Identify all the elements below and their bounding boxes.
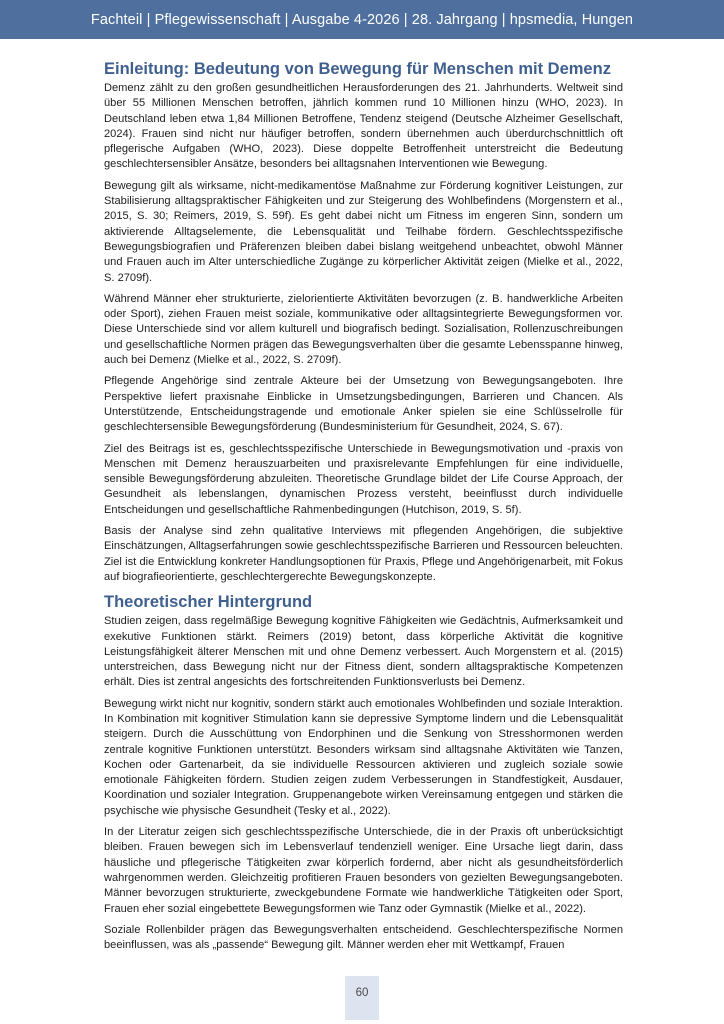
- paragraph: Soziale Rollenbilder prägen das Bewegungsverhalten entscheidend. Geschlechterspezifische Normen beeinflussen, was als „passende“ Bewegung gilt. Männer werden eher mit Wettkampf, Frauen: [104, 923, 623, 952]
- page-number-box: [345, 976, 379, 1020]
- section-heading-introduction: Einleitung: Bedeutung von Bewegung für Menschen mit Demenz: [104, 60, 611, 78]
- paragraph: Bewegung gilt als wirksame, nicht-medikamentöse Maßnahme zur Förderung kognitiver Leistungen, zur Stabilisierung alltagspraktischer Fähigkeiten und zur Steigerung des Wohlbefindens (Morgenstern et al., 2015, S. 30; Reimers, 2019, S. 59f). Es geht dabei nicht um Fitness im engeren Sinn, sondern um aktivierende Alltagselemente, die Lebensqualität und Teilhabe fördern. Geschlechtsspezifische Bewegungsbiografien und Präferenzen bleiben dabei bislang weitgehend unbeachtet, obwohl Männer und Frauen auch im Alter unterschiedliche Zugänge zu körperlicher Aktivität zeigen (Mielke et al., 2022, S. 2709f).: [104, 179, 623, 284]
- paragraph: In der Literatur zeigen sich geschlechtsspezifische Unterschiede, die in der Praxis oft unberücksichtigt bleiben. Frauen bewegen sich im Lebensverlauf tendenziell weniger. Eine Ursache liegt darin, dass häusliche und pflegerische Tätigkeiten zwar körperlich fordernd, aber nicht als gesundheitsförderlich wahrgenommen werden. Gleichzeitig profitieren Frauen besonders von gezielten Bewegungsangeboten. Männer bevorzugen strukturierte, zweckgebundene Formate wie handwerkliche Tätigkeiten oder Sport, Frauen eher sozial eingebettete Bewegungsformen wie Tanz oder Gymnastik (Mielke et al., 2022).: [104, 826, 623, 915]
- page-number: 60: [355, 987, 369, 999]
- paragraph: Während Männer eher strukturierte, zielorientierte Aktivitäten bevorzugen (z. B. handwerkliche Arbeiten oder Sport), ziehen Frauen meist soziale, kommunikative oder alltagsintegrierte Bewegungsformen vor. Diese Unterschiede sind vor allem kulturell und biografisch bedingt. Sozialisation, Rollenzuschreibungen und gesellschaftliche Normen prägen das Bewegungsverhalten über die gesamte Lebensspanne hinweg, auch bei Demenz (Mielke et al., 2022, S. 2709f).: [104, 292, 623, 367]
- running-header-text: Fachteil | Pflegewissenschaft | Ausgabe 4-2026 | 28. Jahrgang | hpsmedia, Hungen: [90, 11, 634, 28]
- paragraph: Demenz zählt zu den großen gesundheitlichen Herausforderungen des 21. Jahrhunderts. Weltweit sind über 55 Millionen Menschen betroffen, jährlich kommen rund 10 Millionen hinzu (WHO, 2023). In Deutschland leben etwa 1,84 Millionen Betroffene, Tendenz steigend (Deutsche Alzheimer Gesellschaft, 2024). Frauen sind nicht nur häufiger betroffen, sondern übernehmen auch überdurchschnittlich oft pflegerische Aufgaben (WHO, 2023). Diese doppelte Betroffenheit unterstreicht die Bedeutung geschlechtersensibler Ansätze, besonders bei alltagsnahen Interventionen wie Bewegung.: [104, 82, 623, 171]
- paragraph: Bewegung wirkt nicht nur kognitiv, sondern stärkt auch emotionales Wohlbefinden und soziale Interaktion. In Kombination mit kognitiver Stimulation kann sie depressive Symptome lindern und die Lebensqualität steigern. Durch die Ausschüttung von Endorphinen und die Senkung von Stresshormonen werden zentrale kognitive Funktionen unterstützt. Besonders wirksam sind alltagsnahe Aktivitäten wie Tanzen, Kochen oder Gartenarbeit, da sie individuelle Ressourcen aktivieren und zugleich soziale sowie emotionale Fähigkeiten fördern. Studien zeigen zudem Verbesserungen in Standfestigkeit, Ausdauer, Koordination und sozialer Integration. Gruppenangebote wirken Vereinsamung entgegen und stärken die psychische wie physische Gesundheit (Tesky et al., 2022).: [104, 697, 623, 817]
- section-heading-theory: Theoretischer Hintergrund: [104, 593, 313, 612]
- running-header: [0, 0, 724, 39]
- paragraph: Studien zeigen, dass regelmäßige Bewegung kognitive Fähigkeiten wie Gedächtnis, Aufmerksamkeit und exekutive Funktionen stärkt. Reimers (2019) betont, dass körperliche Aktivität die kognitive Leistungsfähigkeit älterer Menschen mit und ohne Demenz verbessert. Auch Morgenstern et al. (2015) unterstreichen, dass Bewegung nicht nur der Fitness dient, sondern alltagspraktische Kompetenzen erhält. Dies ist zentral angesichts des fortschreitenden Funktionsverlusts bei Demenz.: [104, 615, 623, 689]
- paragraph: Pflegende Angehörige sind zentrale Akteure bei der Umsetzung von Bewegungsangeboten. Ihre Perspektive liefert praxisnahe Einblicke in Umsetzungsbedingungen, Barrieren und Chancen. Als Unterstützende, Entscheidungstragende und emotionale Anker spielen sie eine Schlüsselrolle für geschlechtersensible Bewegungsförderung (Bundesministerium für Gesundheit, 2024, S. 67).: [104, 375, 623, 434]
- article-body: [104, 58, 623, 959]
- paragraph: Ziel des Beitrags ist es, geschlechtsspezifische Unterschiede in Bewegungsmotivation und -praxis von Menschen mit Demenz herauszuarbeiten und praxisrelevante Empfehlungen für eine individuelle, sensible Bewegungsförderung abzuleiten. Theoretische Grundlage bildet der Life Course Approach, der Gesundheit als lebenslangen, dynamischen Prozess versteht, beeinflusst durch individuelle Entscheidungen und gesellschaftliche Rahmenbedingungen (Hutchison, 2019, S. 5f).: [104, 442, 623, 516]
- paragraph: Basis der Analyse sind zehn qualitative Interviews mit pflegenden Angehörigen, die subjektive Einschätzungen, Alltagserfahrungen sowie geschlechtsspezifische Barrieren und Ressourcen beleuchten. Ziel ist die Entwicklung konkreter Handlungsoptionen für Praxis, Pflege und Angehörigenarbeit, mit Fokus auf biografieorientierte, geschlechtergerechte Bewegungskonzepte.: [104, 525, 623, 583]
